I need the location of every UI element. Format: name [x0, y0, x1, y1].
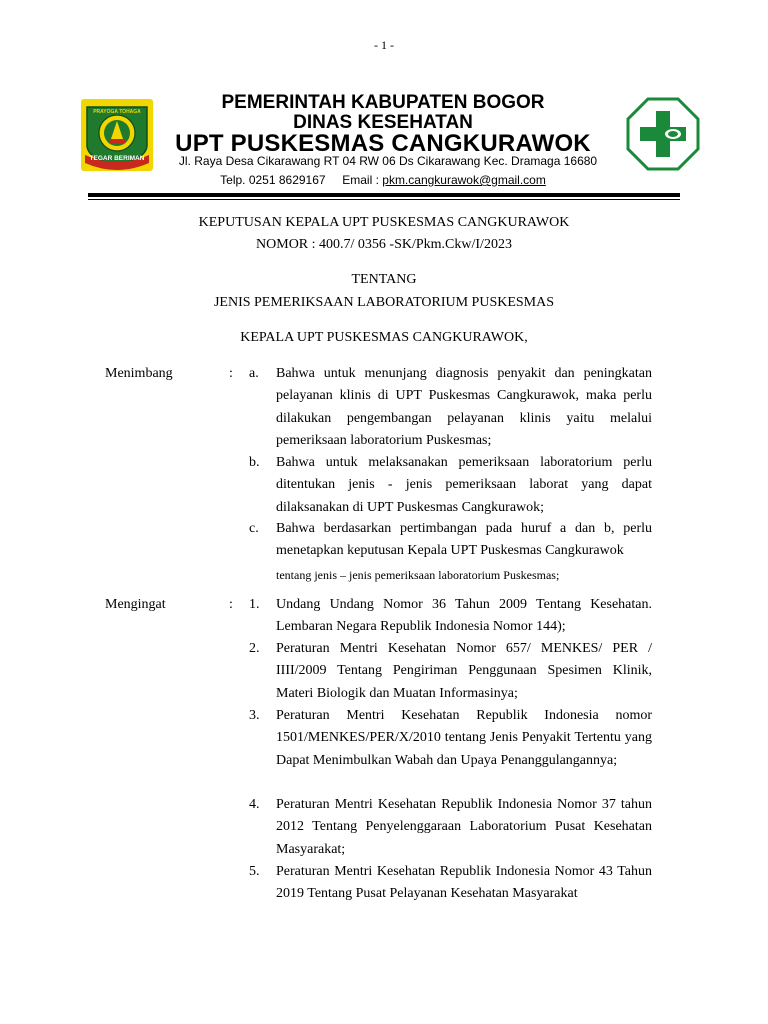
mengingat-marker-1: 1.	[249, 597, 260, 612]
mengingat-label: Mengingat	[105, 597, 166, 612]
letterhead-institution: UPT PUSKESMAS CANGKURAWOK	[175, 130, 591, 157]
mengingat-item-3: Peraturan Mentri Kesehatan Republik Indonesia nomor 1501/MENKES/PER/X/2010 tentang Jenis Penyakit Tertentu yang Dapat Menimbulkan Wabah dan Upaya Penanggulangannya;	[276, 708, 652, 768]
page-number: - 1 -	[374, 38, 394, 52]
menimbang-item-a: Bahwa untuk menunjang diagnosis penyakit dan peningkatan pelayanan klinis di UPT Puskesmas Cangkurawok, maka perlu dilakukan pengembangan pelayanan klinis yaitu melalui pemeriksaan laboratorium Puskesmas;	[276, 366, 652, 448]
letterhead-email-label: Email :	[342, 173, 383, 187]
mengingat-item-2: Peraturan Mentri Kesehatan Nomor 657/ MENKES/ PER / IIII/2009 Tentang Pengiriman Penggunaan Spesimen Klinik, Materi Biologik dan Muatan Informasinya;	[276, 641, 652, 701]
menimbang-item-b: Bahwa untuk melaksanakan pemeriksaan laboratorium perlu ditentukan jenis - jenis pemeriksaan laborat yang dapat dilaksanakan di UPT Puskesmas Cangkurawok;	[276, 455, 652, 515]
mengingat-marker-2: 2.	[249, 641, 260, 656]
letterhead-government: PEMERINTAH KABUPATEN BOGOR	[221, 92, 545, 113]
letterhead-phone: Telp. 0251 8629167	[220, 173, 326, 187]
menimbang-colon: :	[229, 366, 233, 381]
puskesmas-logo-icon	[626, 97, 700, 171]
mengingat-item-1: Undang Undang Nomor 36 Tahun 2009 Tentang Kesehatan. Lembaran Negara Republik Indonesia Nomor 144);	[276, 597, 652, 635]
decree-number: NOMOR : 400.7/ 0356 -SK/Pkm.Ckw/I/2023	[256, 237, 512, 252]
menimbang-item-c: Bahwa berdasarkan pertimbangan pada huruf a dan b, perlu menetapkan keputusan Kepala UPT Puskesmas Cangkurawok	[276, 521, 652, 559]
kabupaten-bogor-emblem-icon	[81, 99, 153, 171]
letterhead-email-link[interactable]: pkm.cangkurawok@gmail.com	[382, 173, 546, 187]
decree-issuer: KEPALA UPT PUSKESMAS CANGKURAWOK,	[240, 330, 528, 345]
emblem-motto: TEGAR BERIMAN	[89, 155, 145, 162]
mengingat-marker-3: 3.	[249, 708, 260, 723]
mengingat-colon: :	[229, 597, 233, 612]
letterhead-divider-thin	[88, 199, 680, 200]
menimbang-marker-b: b.	[249, 455, 260, 470]
letterhead-divider-thick	[88, 193, 680, 197]
emblem-top-text: PRAYOGA TOHAGA	[93, 109, 141, 115]
decree-about-label: TENTANG	[351, 272, 417, 287]
letterhead-department: DINAS KESEHATAN	[293, 112, 473, 133]
decree-title: KEPUTUSAN KEPALA UPT PUSKESMAS CANGKURAWOK	[198, 215, 570, 230]
mengingat-item-5: Peraturan Mentri Kesehatan Republik Indonesia Nomor 43 Tahun 2019 Tentang Pusat Pelayanan Kesehatan Masyarakat	[276, 864, 652, 902]
menimbang-item-c-continuation: tentang jenis – jenis pemeriksaan laboratorium Puskesmas;	[276, 568, 560, 582]
menimbang-marker-a: a.	[249, 366, 259, 381]
letterhead-contact	[150, 173, 616, 187]
menimbang-marker-c: c.	[249, 521, 259, 536]
menimbang-label: Menimbang	[105, 366, 173, 381]
decree-subject: JENIS PEMERIKSAAN LABORATORIUM PUSKESMAS	[213, 295, 555, 310]
mengingat-marker-5: 5.	[249, 864, 260, 879]
mengingat-item-4: Peraturan Mentri Kesehatan Republik Indonesia Nomor 37 tahun 2012 Tentang Penyelenggaraan Laboratorium Pusat Kesehatan Masyarakat;	[276, 797, 652, 857]
letterhead-address: Jl. Raya Desa Cikarawang RT 04 RW 06 Ds Cikarawang Kec. Dramaga 16680	[178, 154, 598, 168]
mengingat-marker-4: 4.	[249, 797, 260, 812]
